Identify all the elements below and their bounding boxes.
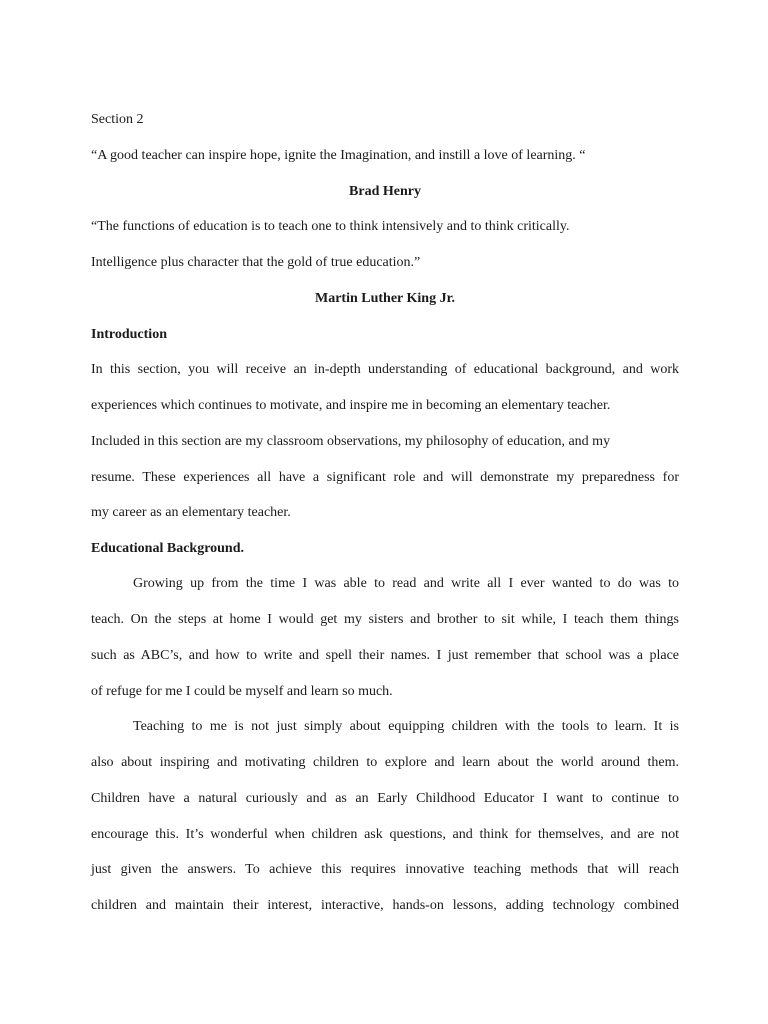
intro-line: Included in this section are my classroom observations, my philosophy of education, and my (91, 434, 611, 449)
introduction-heading: Introduction (91, 327, 167, 342)
quote-author-brad-henry: Brad Henry (349, 184, 421, 199)
educational-background-heading: Educational Background. (91, 541, 245, 556)
quote-mlk-line-1: “The functions of education is to teach one to think intensively and to think critically. (91, 219, 570, 234)
quote-brad-henry: “A good teacher can inspire hope, ignite the Imagination, and instill a love of learning. “ (91, 148, 586, 163)
intro-line: experiences which continues to motivate, and inspire me in becoming an elementary teacher. (91, 398, 611, 413)
paragraph-1-line: teach. On the steps at home I would get my sisters and brother to sit while, I teach them things (91, 612, 679, 627)
intro-line: In this section, you will receive an in-depth understanding of educational background, and work (91, 362, 679, 377)
paragraph-1-line: Growing up from the time I was able to read and write all I ever wanted to do was to (133, 576, 679, 591)
paragraph-2-line: Teaching to me is not just simply about equipping children with the tools to learn. It is (133, 719, 679, 734)
paragraph-1-line: of refuge for me I could be myself and learn so much. (91, 684, 393, 699)
paragraph-2-line: children and maintain their interest, interactive, hands-on lessons, adding technology combined (91, 898, 679, 913)
quote-author-mlk: Martin Luther King Jr. (314, 291, 455, 306)
intro-line: resume. These experiences all have a significant role and will demonstrate my preparedness for (91, 470, 679, 485)
paragraph-2-line: Children have a natural curiously and as an Early Childhood Educator I want to continue to (91, 791, 679, 806)
paragraph-2-line: also about inspiring and motivating children to explore and learn about the world around them. (91, 755, 679, 770)
intro-line: my career as an elementary teacher. (91, 505, 291, 520)
paragraph-2-line: just given the answers. To achieve this requires innovative teaching methods that will reach (91, 862, 679, 877)
section-label: Section 2 (91, 112, 144, 127)
paragraph-1-line: such as ABC’s, and how to write and spell their names. I just remember that school was a place (91, 648, 679, 663)
paragraph-2-line: encourage this. It’s wonderful when children ask questions, and think for themselves, and are not (91, 827, 679, 842)
quote-mlk-line-2: Intelligence plus character that the gold of true education.” (91, 255, 421, 270)
